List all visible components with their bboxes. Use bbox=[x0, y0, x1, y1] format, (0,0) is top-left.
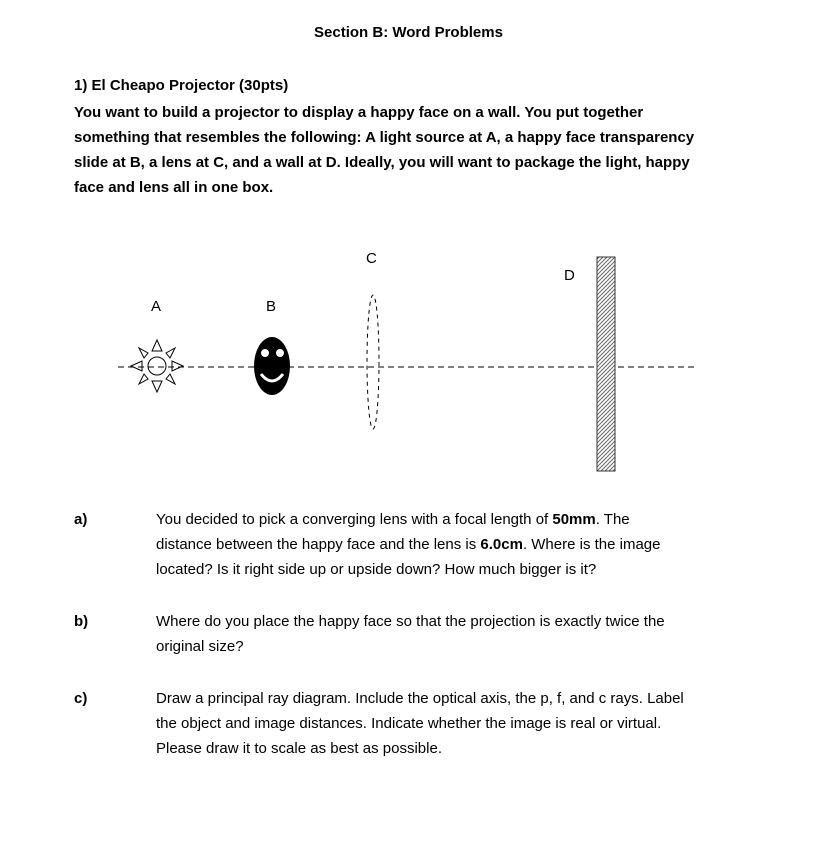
description-line: face and lens all in one box. bbox=[74, 179, 274, 196]
description-line: slide at B, a lens at C, and a wall at D. Ideally, you will want to package the light, happy bbox=[74, 154, 690, 171]
label-d: D bbox=[564, 267, 575, 284]
description-line: something that resembles the following: A light source at A, a happy face transparency bbox=[74, 129, 695, 146]
section-title: Section B: Word Problems bbox=[314, 24, 503, 41]
focal-length-value: 50mm bbox=[552, 511, 596, 528]
question-b-label: b) bbox=[74, 613, 89, 630]
happy-face-icon bbox=[254, 337, 290, 395]
lens-outline bbox=[367, 295, 379, 429]
label-c: C bbox=[366, 250, 377, 267]
label-a: A bbox=[151, 298, 162, 315]
description-line: You want to build a projector to display a happy face on a wall. You put together bbox=[74, 104, 644, 121]
question-a-label: a) bbox=[74, 511, 88, 528]
question-c-label: c) bbox=[74, 690, 88, 707]
question-b-text: Where do you place the happy face so that the projection is exactly twice the original size? bbox=[156, 613, 665, 655]
wall-hatch bbox=[597, 257, 615, 471]
question-a-text: You decided to pick a converging lens with a focal length of 50mm. The distance between the happy face and the lens is 6.0cm. Where is the image located? Is it right side up or upside down? How much bigger is it? bbox=[156, 511, 661, 578]
object-distance-value: 6.0cm bbox=[480, 536, 523, 553]
label-b: B bbox=[266, 298, 277, 315]
question-c-text: Draw a principal ray diagram. Include the optical axis, the p, f, and c rays. Label the object and image distances. Indicate whether the image is real or virtual. Please draw it to scale as best as possible. bbox=[156, 690, 684, 757]
problem-title: 1) El Cheapo Projector (30pts) bbox=[74, 77, 289, 94]
sun-icon bbox=[131, 340, 183, 392]
